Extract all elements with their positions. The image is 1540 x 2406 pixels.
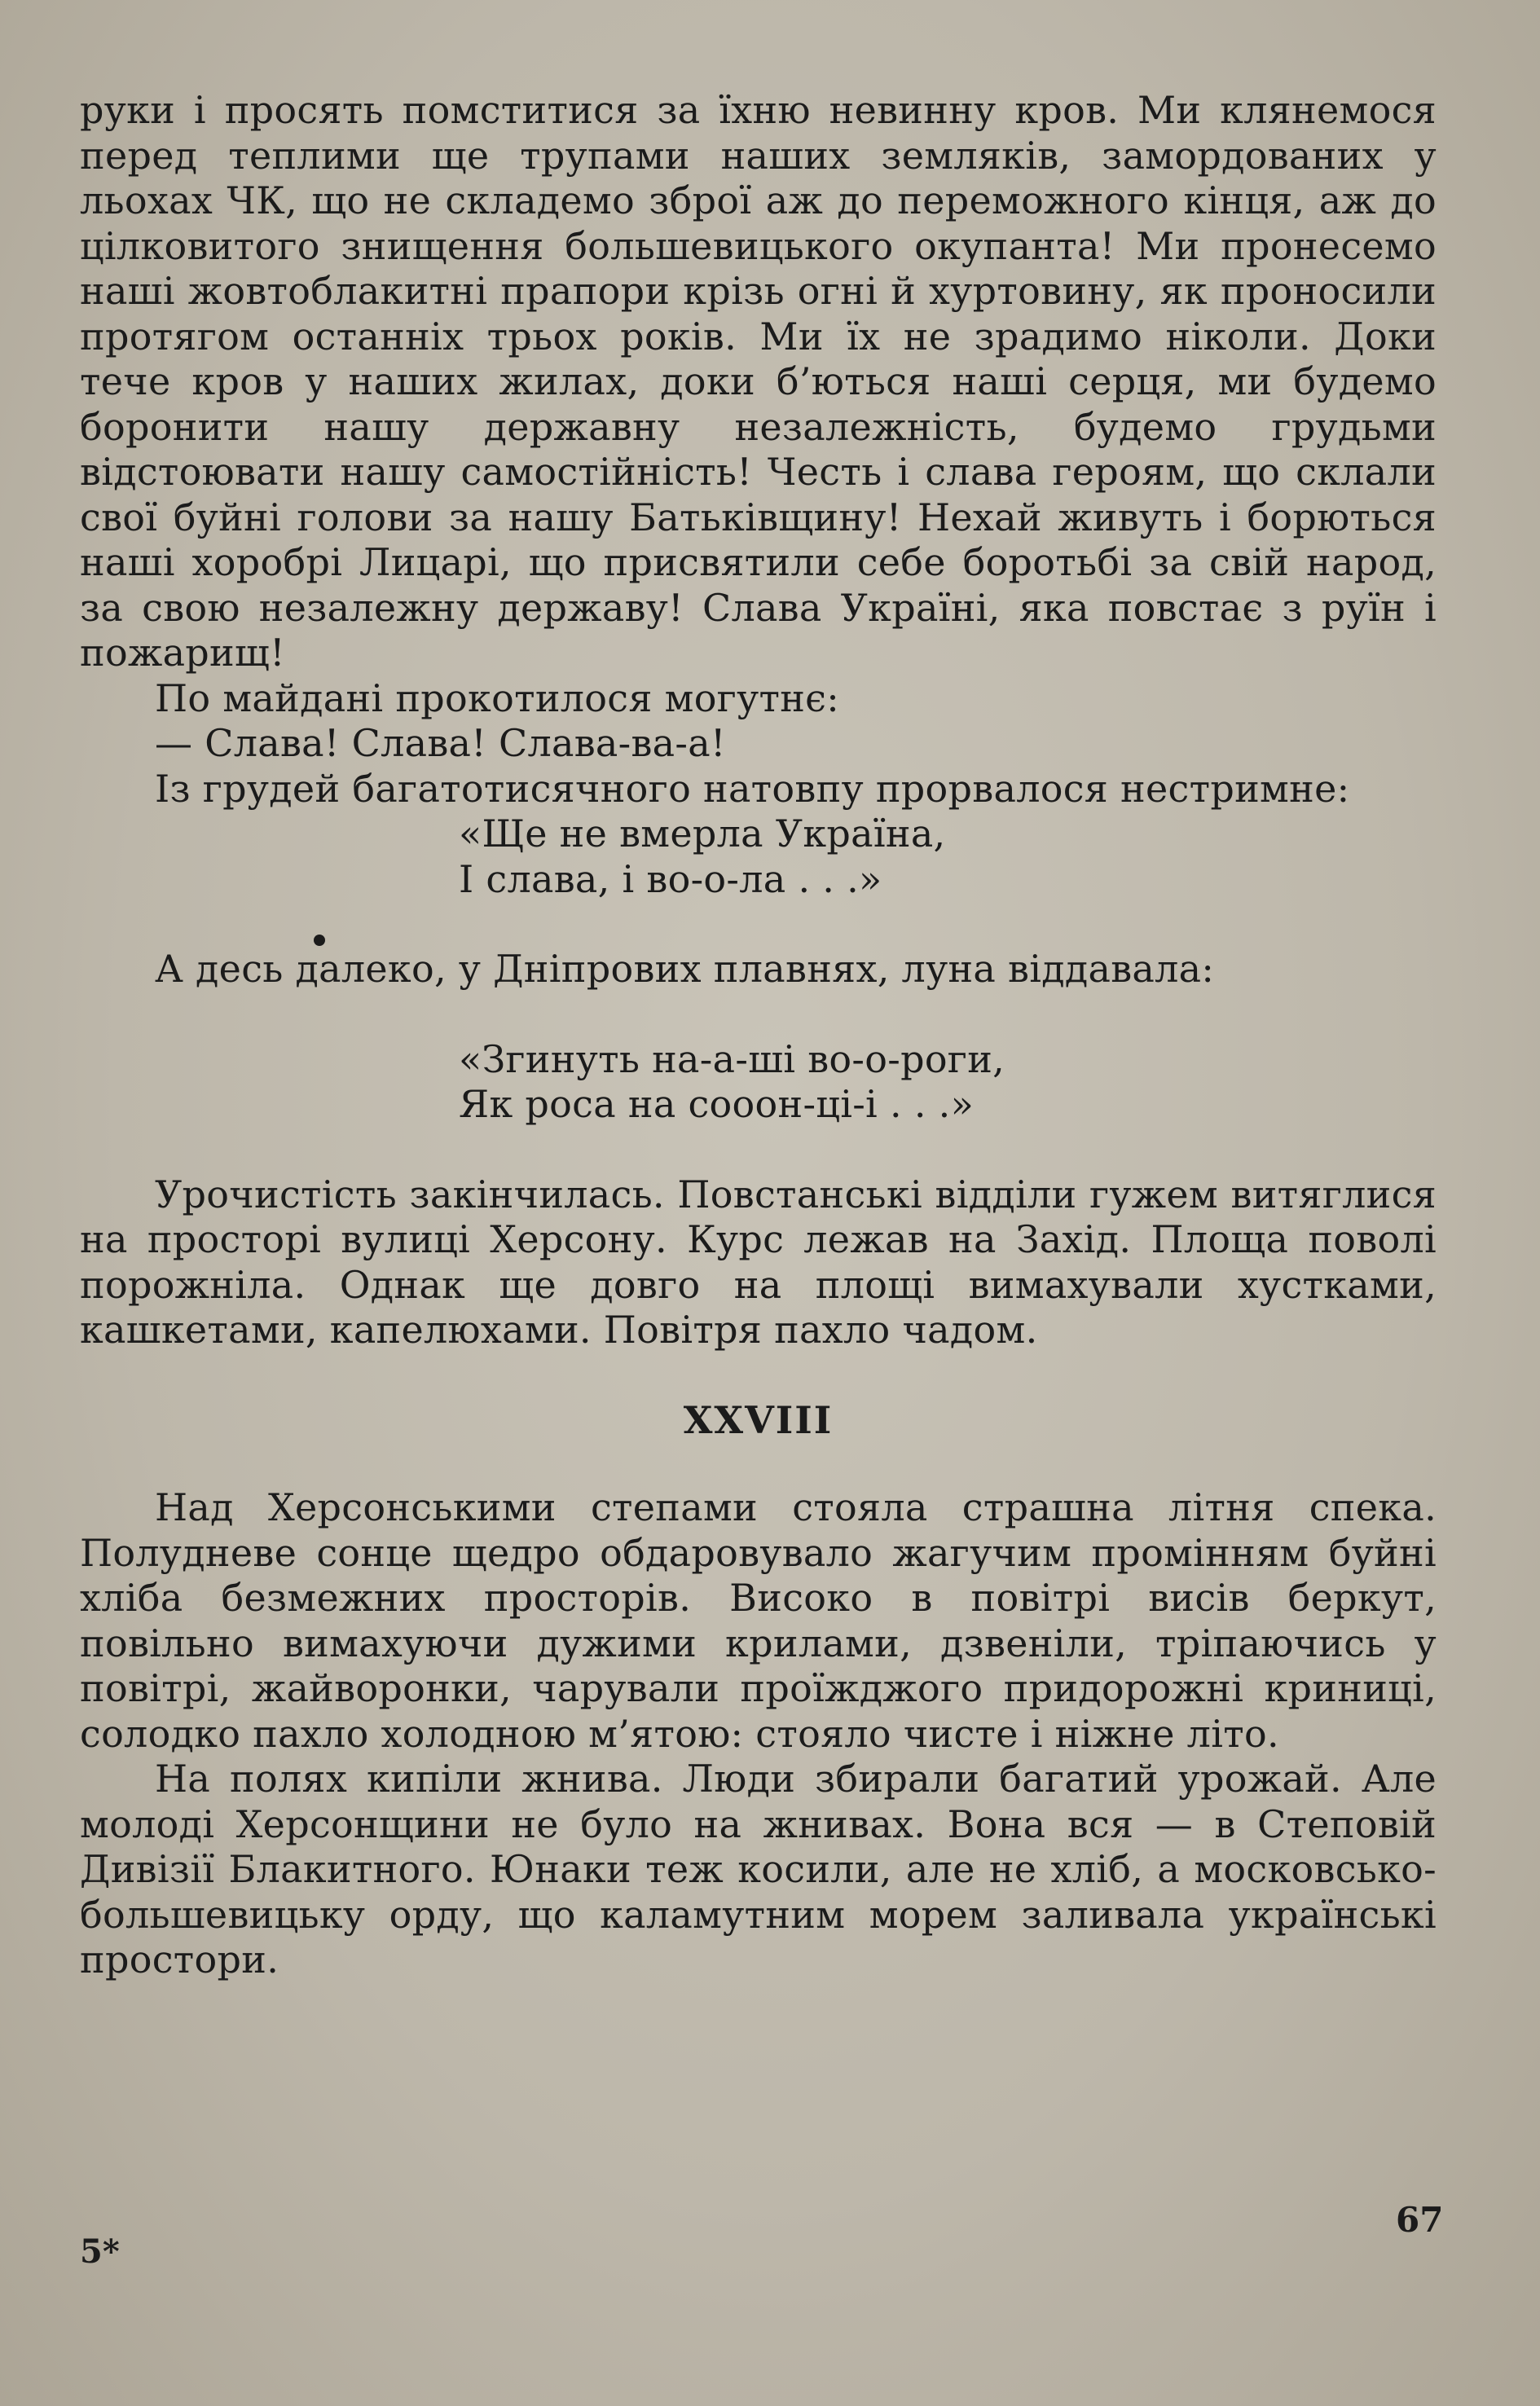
paragraph: Урочистість закінчилась. Повстанські відділи гужем витяглися на просторі вулиці Херсону. Курс лежав на Захід. Площа поволі порожніла. Однак ще довго на площі вимахували хустками, кашкетами, капелюхами. Повітря пахло чадом. [80, 1172, 1437, 1352]
signature-mark: 5* [80, 2232, 120, 2271]
paragraph: — Слава! Слава! Слава-ва-а! [155, 721, 726, 765]
page-text [80, 88, 1437, 1983]
paragraph: руки і просять помститися за їхню невинну кров. Ми клянемося перед теплими ще трупами наших земляків, замордованих у льохах ЧК, що не складемо зброї аж до переможного кінця, аж до цілковитого знищення большевицького окупанта! Ми пронесемо наші жовтоблакитні прапори крізь огні й хуртовину, як проносили протягом останніх трьох років. Ми їх не зрадимо ніколи. Доки тече кров у наших жилах, доки б’ються наші серця, ми будемо боронити нашу державну незалежність, будемо грудьми відстоювати нашу самостійність! Честь і слава героям, що склали свої буйні голови за нашу Батьківщину! Нехай живуть і борються наші хоробрі Лицарі, що присвятили себе боротьбі за свій народ, за свою незалежну державу! Слава Україні, яка повстає з руїн і пожарищ! [80, 88, 1437, 675]
poem-line: Як роса на сооон-ці-і . . .» [459, 1082, 975, 1126]
paragraph: Над Херсонськими степами стояла страшна літня спека. Полудневе сонце щедро обдаровувало жагучим промінням буйні хліба безмежних просторів. Високо в повітрі висів беркут, повільно вимахуючи дужими крилами, дзвеніли, тріпаючись у повітрі, жайворонки, чарували проїжджого придорожні криниці, солодко пахло холодною м’ятою: стояло чисте і ніжне літо. [80, 1485, 1437, 1756]
paragraph: Із грудей багатотисячного натовпу прорвалося нестримне: [155, 766, 1350, 811]
paragraph: По майдані прокотилося могутнє: [155, 675, 840, 720]
paragraph: На полях кипіли жнива. Люди збирали багатий урожай. Але молоді Херсонщини не було на жнивах. Вона вся — в Степовій Дивізії Блакитного. Юнаки теж косили, але не хліб, а московсько-большевицьку орду, що каламутним морем заливала українські простори. [80, 1757, 1437, 1982]
poem-quote [459, 1037, 1437, 1128]
poem-line: І слава, і во-о-ла . . .» [459, 856, 882, 901]
poem-line: «Ще не вмерла Україна, [459, 812, 946, 856]
poem-quote [459, 812, 1437, 902]
paragraph: А десь далеко, у Дніпрових плавнях, луна віддавала: [155, 947, 1215, 991]
poem-line: «Згинуть на-а-ші во-о-роги, [459, 1036, 1005, 1081]
page-number: 67 [1396, 2200, 1444, 2240]
chapter-heading: XXVIII [683, 1397, 834, 1442]
bullet-dot-icon [314, 935, 325, 946]
